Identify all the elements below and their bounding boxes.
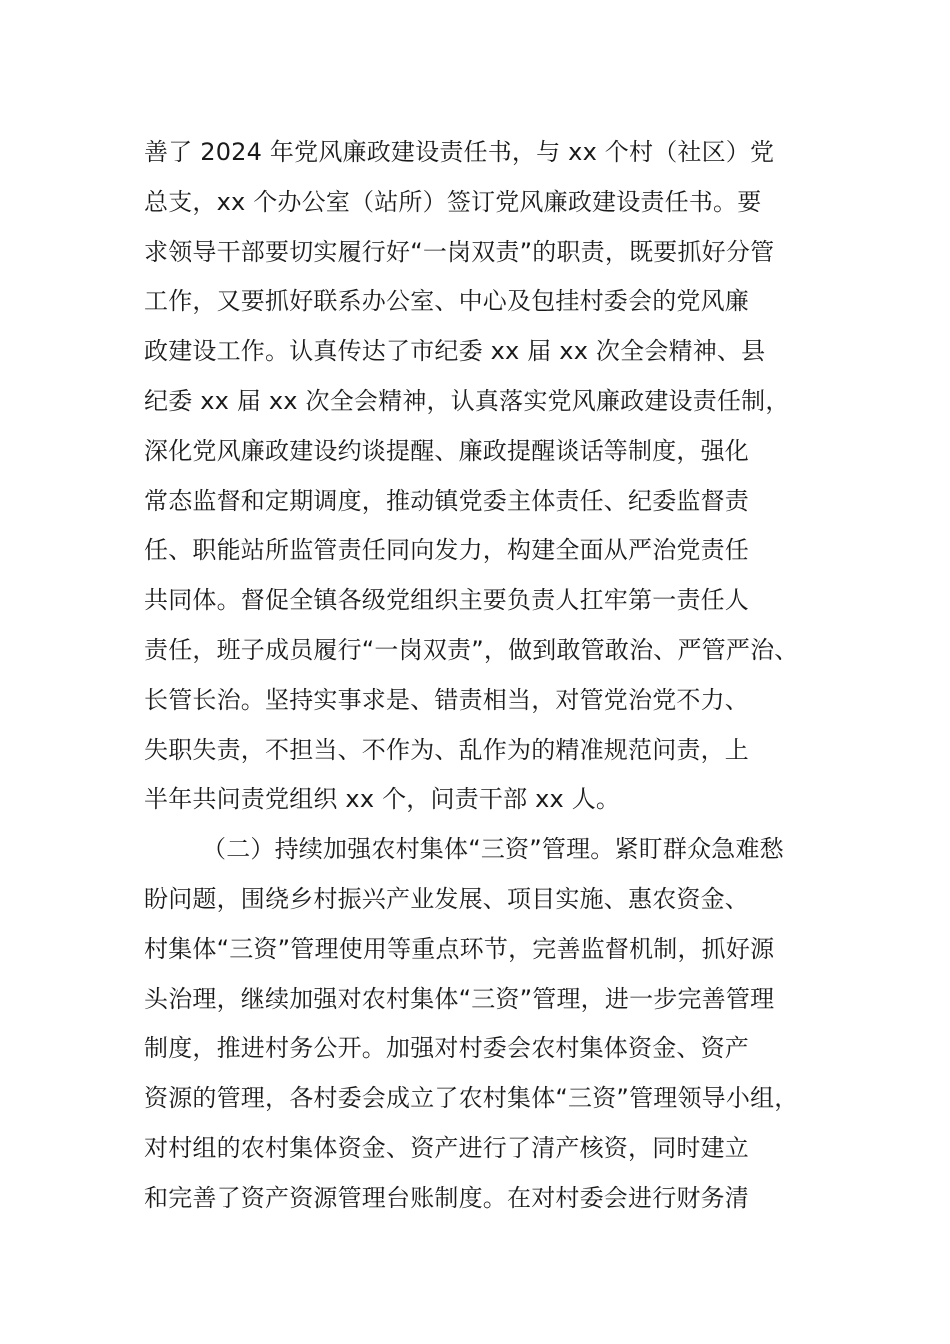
- text-line: 共同体。督促全镇各级党组织主要负责人扛牢第一责任人: [144, 586, 749, 615]
- text-line: 头治理，继续加强对农村集体“三资”管理，进一步完善管理: [144, 984, 775, 1013]
- text-line: 失职失责，不担当、不作为、乱作为的精准规范问责，上: [144, 735, 749, 764]
- text-line: 责任，班子成员履行“一岗双责”，做到敢管敢治、严管严治、: [144, 635, 799, 664]
- text-line: 工作，又要抓好联系办公室、中心及包挂村委会的党风廉: [144, 287, 749, 316]
- text-line: 盼问题，围绕乡村振兴产业发展、项目实施、惠农资金、: [144, 884, 749, 913]
- text-line: 制度，推进村务公开。加强对村委会农村集体资金、资产: [144, 1034, 749, 1063]
- text-line: 村集体“三资”管理使用等重点环节，完善监督机制，抓好源: [144, 934, 775, 963]
- text-line: 善了 2024 年党风廉政建设责任书，与 xx 个村（社区）党: [144, 138, 775, 166]
- body-text: [144, 128, 844, 1224]
- section-heading-line: （二）持续加强农村集体“三资”管理。紧盯群众急难愁: [202, 835, 784, 864]
- text-line: 深化党风廉政建设约谈提醒、廉政提醒谈话等制度，强化: [144, 436, 749, 465]
- text-line: 政建设工作。认真传达了市纪委 xx 届 xx 次全会精神、县: [144, 337, 766, 366]
- text-line: 对村组的农村集体资金、资产进行了清产核资，同时建立: [144, 1133, 749, 1162]
- text-line: 和完善了资产资源管理台账制度。在对村委会进行财务清: [144, 1183, 749, 1212]
- text-line: 常态监督和定期调度，推动镇党委主体责任、纪委监督责: [144, 486, 749, 515]
- text-line: 纪委 xx 届 xx 次全会精神，认真落实党风廉政建设责任制，: [144, 386, 790, 415]
- text-line: 求领导干部要切实履行好“一岗双责”的职责，既要抓好分管: [144, 237, 775, 266]
- text-line: 资源的管理，各村委会成立了农村集体“三资”管理领导小组，: [144, 1084, 799, 1113]
- text-line: 总支，xx 个办公室（站所）签订党风廉政建设责任书。要: [144, 187, 762, 216]
- text-line: 长管长治。坚持实事求是、错责相当，对管党治党不力、: [144, 685, 749, 714]
- text-line: 半年共问责党组织 xx 个，问责干部 xx 人。: [144, 785, 621, 814]
- text-line: 任、职能站所监管责任同向发力，构建全面从严治党责任: [144, 536, 749, 565]
